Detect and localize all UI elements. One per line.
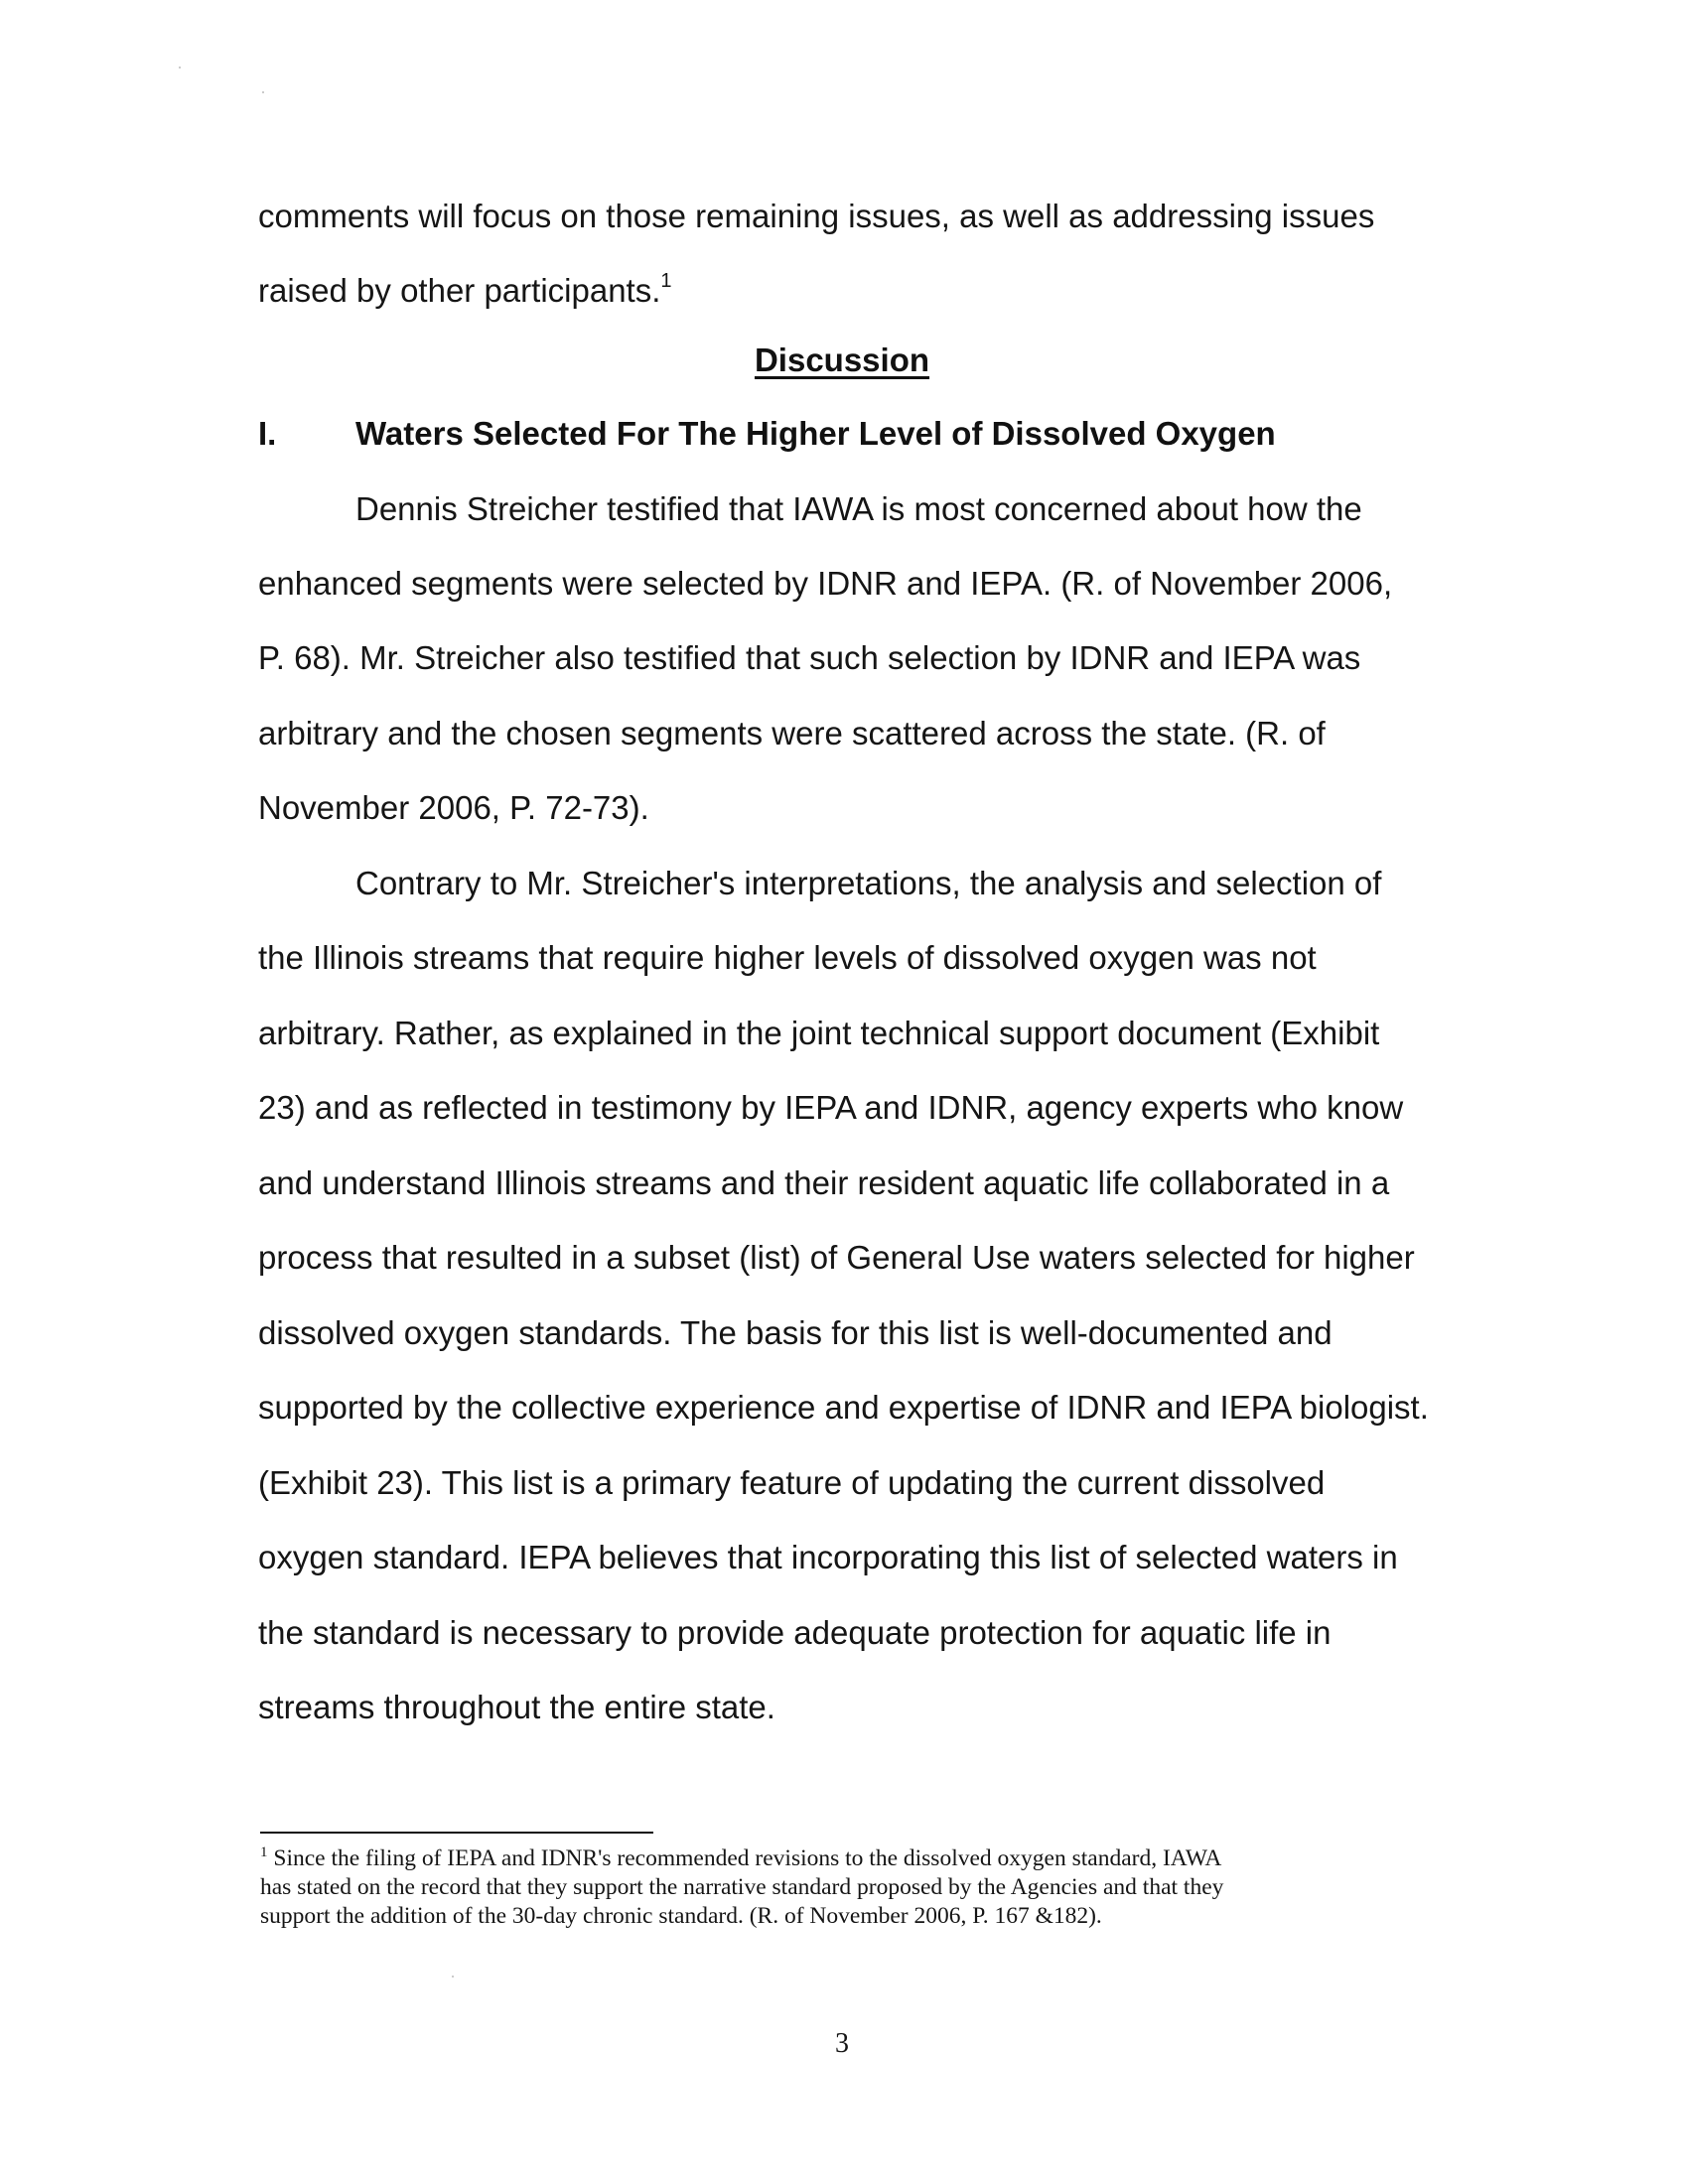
footnote: [260, 1844, 1412, 1931]
text-line: process that resulted in a subset (list) of General Use waters selected for higher: [258, 1239, 1415, 1276]
text-line: Contrary to Mr. Streicher's interpretations, the analysis and selection of: [355, 865, 1382, 901]
text-line: P. 68). Mr. Streicher also testified that such selection by IDNR and IEPA was: [258, 639, 1361, 676]
text-line: dissolved oxygen standards. The basis for this list is well-documented and: [258, 1314, 1333, 1351]
footnote-reference: 1: [660, 270, 672, 292]
text-line: November 2006, P. 72-73).: [258, 789, 649, 826]
page-number: 3: [835, 2028, 849, 2059]
section-title: Waters Selected For The Higher Level of Dissolved Oxygen: [355, 415, 1276, 452]
scan-speck: [179, 67, 181, 68]
section-number: I.: [258, 415, 277, 452]
scan-speck: [452, 1976, 454, 1978]
text-line: oxygen standard. IEPA believes that incorporating this list of selected waters in: [258, 1539, 1398, 1575]
text-line: supported by the collective experience and expertise of IDNR and IEPA biologist.: [258, 1389, 1429, 1426]
footnote-text: Since the filing of IEPA and IDNR's recommended revisions to the dissolved oxygen standard, IAWA: [273, 1845, 1222, 1871]
text-line: arbitrary and the chosen segments were scattered across the state. (R. of: [258, 715, 1326, 751]
text-line: and understand Illinois streams and their resident aquatic life collaborated in a: [258, 1164, 1390, 1201]
text-line: 23) and as reflected in testimony by IEPA and IDNR, agency experts who know: [258, 1089, 1404, 1126]
text-line: Dennis Streicher testified that IAWA is most concerned about how the: [355, 490, 1362, 527]
footnote-line: has stated on the record that they support the narrative standard proposed by the Agencies and that they: [260, 1874, 1224, 1900]
text-line: comments will focus on those remaining issues, as well as addressing issues: [258, 198, 1375, 234]
text-line-content: raised by other participants.: [258, 272, 661, 309]
text-line: enhanced segments were selected by IDNR and IEPA. (R. of November 2006,: [258, 565, 1393, 602]
footnote-marker: 1: [260, 1844, 268, 1860]
text-line: streams throughout the entire state.: [258, 1689, 775, 1725]
text-line: [258, 253, 672, 329]
text-line: (Exhibit 23). This list is a primary feature of updating the current dissolved: [258, 1464, 1326, 1501]
text-line: the Illinois streams that require higher levels of dissolved oxygen was not: [258, 939, 1317, 976]
scan-speck: [262, 91, 264, 93]
text-line: the standard is necessary to provide adequate protection for aquatic life in: [258, 1614, 1332, 1651]
text-line: arbitrary. Rather, as explained in the joint technical support document (Exhibit: [258, 1015, 1380, 1051]
footnote-line: [260, 1844, 1412, 1873]
section-heading: [258, 415, 1276, 453]
footnote-line: support the addition of the 30-day chronic standard. (R. of November 2006, P. 167 &182).: [260, 1903, 1102, 1929]
footnote-divider: [260, 1832, 653, 1834]
discussion-heading: Discussion: [754, 341, 930, 378]
